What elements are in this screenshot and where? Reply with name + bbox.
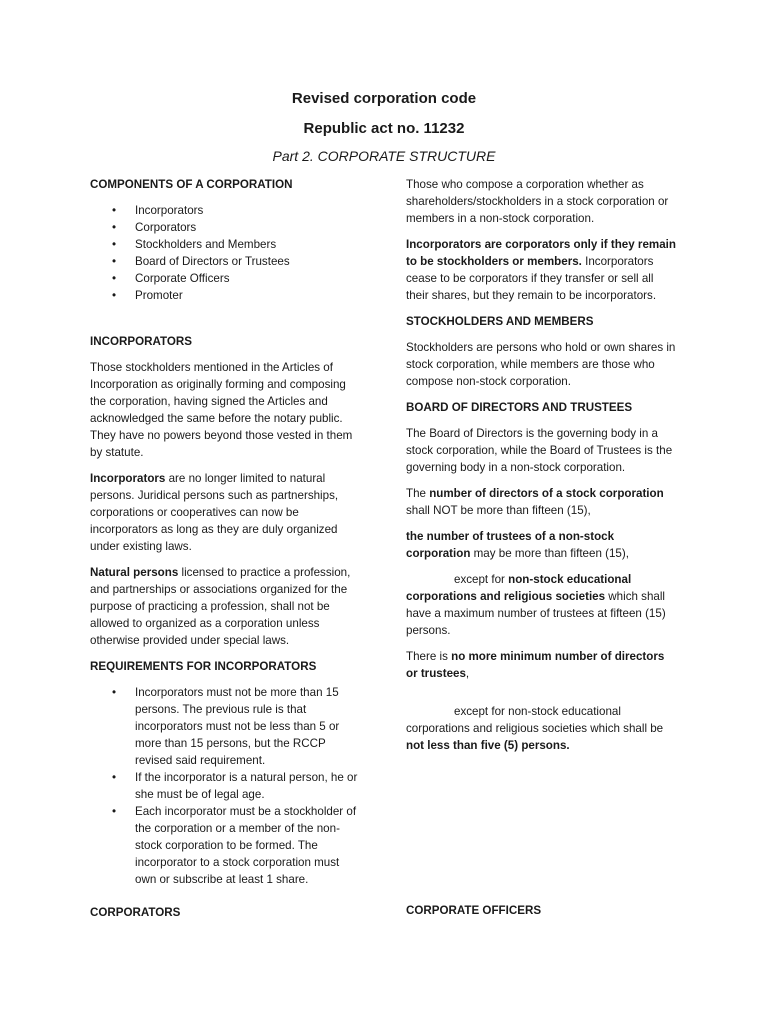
requirements-heading: REQUIREMENTS FOR INCORPORATORS bbox=[90, 660, 317, 673]
list-item: • Incorporators must not be more than 15 persons. The previous rule is that incorporators must not be less than 5 or more than 15 persons, but the RCCP revised said requirement. bbox=[90, 684, 362, 769]
incorporators-paragraph: Those stockholders mentioned in the Articles of Incorporation as originally forming and composing the corporation, having signed the Articles and acknowledged the same before the notary public. They have no powers beyond those vested in them by statute. bbox=[90, 361, 353, 459]
document-subtitle: Republic act no. 11232 bbox=[303, 120, 465, 137]
minimum-paragraph: There is no more minimum number of directors or trustees, bbox=[406, 650, 665, 680]
corporate-officers-heading: CORPORATE OFFICERS bbox=[406, 904, 542, 917]
list-item: • Board of Directors or Trustees bbox=[90, 253, 362, 270]
components-heading: COMPONENTS OF A CORPORATION bbox=[90, 178, 293, 191]
requirements-list bbox=[90, 684, 362, 888]
directors-number-paragraph: The number of directors of a stock corporation shall NOT be more than fifteen (15), bbox=[406, 487, 664, 517]
components-list bbox=[90, 202, 362, 304]
list-item: • Promoter bbox=[90, 287, 362, 304]
corporators-definition: Those who compose a corporation whether as shareholders/stockholders in a stock corporation or members in a non-stock corporation. bbox=[406, 178, 669, 225]
trustees-number-paragraph: the number of trustees of a non-stock corporation may be more than fifteen (15), bbox=[406, 530, 629, 560]
corporators-heading: CORPORATORS bbox=[90, 906, 181, 919]
list-item: • Corporate Officers bbox=[90, 270, 362, 287]
stockholders-paragraph: Stockholders are persons who hold or own shares in stock corporation, while members are those who compose non-stock corporation. bbox=[406, 341, 676, 388]
list-item: • If the incorporator is a natural person, he or she must be of legal age. bbox=[90, 769, 362, 803]
list-item: • Incorporators bbox=[90, 202, 362, 219]
list-item: • Stockholders and Members bbox=[90, 236, 362, 253]
corporators-paragraph: Incorporators are corporators only if they remain to be stockholders or members. Incorporators cease to be corporators if they transfer or sell all their shares, but they remain to be incorporators. bbox=[406, 238, 676, 302]
list-item: • Corporators bbox=[90, 219, 362, 236]
right-column bbox=[406, 176, 678, 763]
left-column bbox=[90, 176, 362, 897]
board-heading: BOARD OF DIRECTORS AND TRUSTEES bbox=[406, 401, 633, 414]
exception-paragraph: except for non-stock educational corporations and religious societies which shall have a maximum number of trustees at fifteen (15) persons. bbox=[406, 573, 666, 637]
list-item: • Each incorporator must be a stockholder of the corporation or a member of the non-stock corporation to be formed. The incorporator to a stock corporation must own or subscribe at least 1 share. bbox=[90, 803, 362, 888]
stockholders-heading: STOCKHOLDERS AND MEMBERS bbox=[406, 315, 594, 328]
exception-paragraph-2: except for non-stock educational corporations and religious societies which shall be not less than five (5) persons. bbox=[406, 705, 664, 752]
document-title: Revised corporation code bbox=[291, 90, 477, 107]
natural-persons-paragraph: Natural persons licensed to practice a profession, and partnerships or associations organized for the purpose of practicing a profession, shall not be allowed to organized as a corporation unless otherwise provided under special laws. bbox=[90, 566, 351, 647]
board-paragraph: The Board of Directors is the governing body in a stock corporation, while the Board of Trustees is the governing body in a non-stock corporation. bbox=[406, 427, 673, 474]
incorporators-paragraph-2: Incorporators are no longer limited to natural persons. Juridical persons such as partnerships, corporations or cooperatives can now be incorporators as long as they are duly organized under existing laws. bbox=[90, 472, 339, 553]
incorporators-heading: INCORPORATORS bbox=[90, 335, 192, 348]
part-heading: Part 2. CORPORATE STRUCTURE bbox=[272, 148, 496, 164]
